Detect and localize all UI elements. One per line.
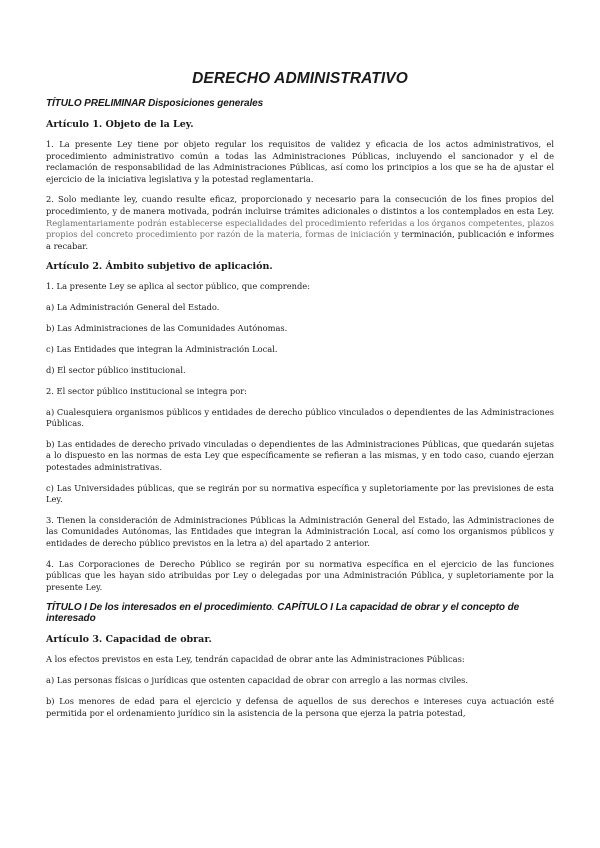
capitulo-1-heading: CAPÍTULO I La capacidad de obrar y el concepto de interesado	[46, 602, 520, 625]
article-1-paragraph-2	[46, 194, 554, 252]
article-2-item-a: a) La Administración General del Estado.	[46, 302, 220, 313]
article-2-paragraph-2-item-c: c) Las Universidades públicas, que se regirán por su normativa específica y supletoriamente por las previsiones de esta Ley.	[46, 482, 554, 505]
article-3-item-b: b) Los menores de edad para el ejercicio y defensa de aquellos de sus derechos e intereses cuya actuación esté permitida por el ordenamiento jurídico sin la asistencia de la persona que ejerza la patria potestad,	[46, 696, 554, 718]
article-1-paragraph-1: 1. La presente Ley tiene por objeto regular los requisitos de validez y eficacia de los actos administrativos, el procedimiento administrativo común a todas las Administraciones Públicas, incluyendo el sancionador y el de reclamación de responsabilidad de las Administraciones Públicas, así como los principios a los que se ha de ajustar el ejercicio de la iniciativa legislativa y la potestad reglamentaria.	[46, 139, 554, 184]
article-2-paragraph-2-item-b: b) Las entidades de derecho privado vinculadas o dependientes de las Administraciones Públicas, que quedarán sujetas a lo dispuesto en las normas de esta Ley que específicamente se refieran a las mismas, y en todo caso, cuando ejerzan potestades administrativas.	[46, 438, 554, 473]
article-2-paragraph-2: 2. El sector público institucional se integra por:	[46, 385, 247, 396]
titulo-1-separator: .	[271, 602, 278, 614]
article-3-heading: Artículo 3. Capacidad de obrar.	[46, 634, 212, 646]
article-2-item-c: c) Las Entidades que integran la Administración Local.	[46, 344, 278, 355]
article-1-paragraph-2-part-c: terminación, publicación e informes a recabar.	[46, 229, 555, 251]
titulo-1-part-1: TÍTULO I De los interesados en el procedimiento	[46, 602, 272, 614]
article-1-heading: Artículo 1. Objeto de la Ley.	[46, 119, 194, 130]
article-2-paragraph-4: 4. Las Corporaciones de Derecho Público se regirán por su normativa específica en el ejercicio de las funciones públicas que les hayan sido atribuidas por Ley o delegadas por una Administración Pública, y supletoriamente por la presente Ley.	[46, 558, 554, 592]
article-2-heading: Artículo 2. Ámbito subjetivo de aplicación.	[46, 261, 273, 273]
article-3-intro: A los efectos previstos en esta Ley, tendrán capacidad de obrar ante las Administraciones Públicas:	[46, 654, 465, 665]
titulo-preliminar-heading: TÍTULO PRELIMINAR Disposiciones generales	[46, 98, 264, 109]
article-2-item-d: d) El sector público institucional.	[46, 364, 186, 375]
article-3-item-a: a) Las personas físicas o jurídicas que ostenten capacidad de obrar con arreglo a las normas civiles.	[46, 675, 469, 686]
article-2-item-b: b) Las Administraciones de las Comunidades Autónomas.	[46, 323, 288, 334]
article-2-paragraph-3: 3. Tienen la consideración de Administraciones Públicas la Administración General del Estado, las Administraciones de las Comunidades Autónomas, las Entidades que integran la Administración Local, así como los organismos públicos y entidades de derecho público previstos en la letra a) del apartado 2 anterior.	[46, 514, 554, 549]
document-body	[46, 70, 554, 728]
article-2-paragraph-2-item-a: a) Cualesquiera organismos públicos y entidades de derecho público vinculados o dependientes de las Administraciones Públicas.	[46, 406, 554, 429]
titulo-1-heading	[46, 602, 554, 624]
article-1-paragraph-2-part-a: 2. Solo mediante ley, cuando resulte eficaz, proporcionado y necesario para la consecución de los fines propios del procedimiento, y de manera motivada, podrán incluirse trámites adicionales o distintos a los contemplados en esta Ley.	[46, 194, 554, 216]
article-2-paragraph-1: 1. La presente Ley se aplica al sector público, que comprende:	[46, 281, 311, 292]
document-title: DERECHO ADMINISTRATIVO	[192, 70, 408, 87]
article-1-paragraph-2-part-b: Reglamentariamente podrán establecerse especialidades del procedimiento referidas a los órganos competentes, plazos propios del concreto procedimiento por razón de la materia, formas de iniciación y	[46, 217, 554, 240]
